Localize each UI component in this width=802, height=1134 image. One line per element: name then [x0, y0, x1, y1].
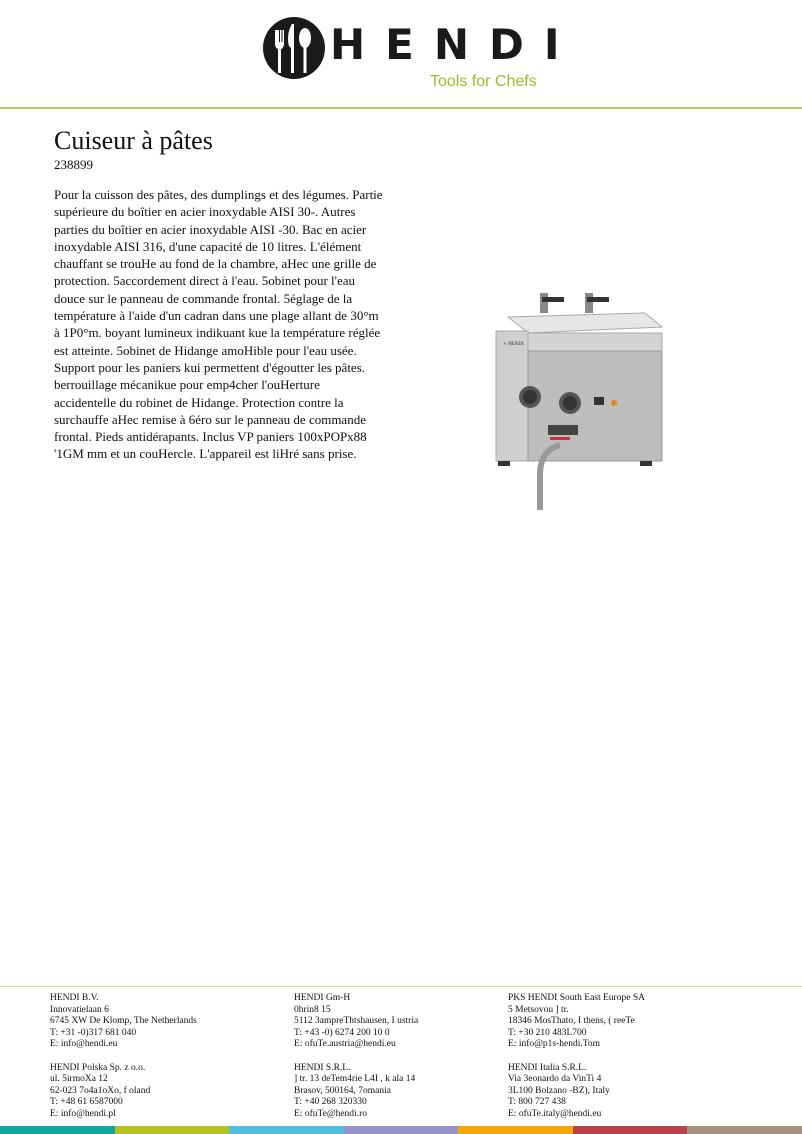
address-line: E: info@hendi.pl [50, 1108, 116, 1119]
footer-column [50, 993, 197, 1132]
address-line: 62-023 7o4a1oXo, f oland [50, 1085, 151, 1096]
product-code: 238899 [54, 157, 93, 172]
address-line: HENDI Gm-H [294, 993, 351, 1003]
address-line: 3L100 Bolzano -BZ), Italy [508, 1085, 610, 1096]
address-line: E: ofuTe.italy@hendi.eu [508, 1108, 602, 1119]
address-line: T: +48 61 6587000 [50, 1097, 123, 1108]
address-line: E: ofuTe@hendi.ro [294, 1108, 367, 1119]
address-line: ul. 5irmoXa 12 [50, 1074, 108, 1085]
address-line: 5112 3ampreThtshausen, I ustria [294, 1016, 419, 1027]
address-line: 0hrin8 15 [294, 1004, 331, 1015]
address-line: HENDI S.R.L. [294, 1062, 351, 1073]
address-line: HENDI B.V. [50, 993, 99, 1003]
stripe-segment [573, 1126, 688, 1134]
address-line: HENDI Polska Sp. z o.o. [50, 1062, 146, 1073]
office-address [50, 1063, 197, 1121]
office-address [294, 993, 418, 1051]
product-title: Cuiseur à pâtes [54, 126, 213, 155]
brand-tagline: Tools for Chefs [430, 73, 537, 90]
stripe-segment [344, 1126, 459, 1134]
product-description: Pour la cuisson des pâtes, des dumplings et des légumes. Partie supérieure du boîtier en acier inoxydable AISI 30-. Autres parties du boîtier en acier inoxydable AISI -30. Bac en acier inoxydable AISI 316, d'une capacité de 10 litres. L'élément chauffant se trouHe au fond de la chambre, aHec une grille de protection. 5accordement direct à l'eau. 5obinet pour l'eau douce sur le panneau de commande frontal. 5églage de la température à l'aide d'un cadran dans une plage allant de 30°m à 1P0°m. boyant lumineux indikuant kue la température réglée est atteinte. 5obinet de Hidange amoHible pour l'eau usée. Support pour les paniers kui permettent d'égoutter les pâtes. berrouillage mécanikue pour emp4cher l'ouHerture accidentelle du robinet de Hidange. Protection contre la surchauffe aHec remise à 6éro sur le panneau de commande frontal. Pieds antidérapants. Inclus VP paniers 100xPOPx88 '1GM mm et un couHercle. L'appareil est liHré sans prise. [54, 187, 383, 462]
address-line: E: info@hendi.eu [50, 1039, 118, 1050]
address-line: T: 800 727 438 [508, 1097, 566, 1108]
address-line: PKS HENDI South East Europe SA [508, 993, 645, 1003]
office-address [294, 1063, 418, 1121]
office-address [508, 993, 645, 1051]
cutlery-logo-icon [262, 16, 326, 80]
footer-column [508, 993, 645, 1132]
address-line: E: info@p1s-hendi.Tom [508, 1039, 600, 1050]
address-line: 5 Metsovou ] tr. [508, 1004, 569, 1015]
office-address [50, 993, 197, 1051]
address-line: 18346 MosThato, I thens, ( reeTe [508, 1016, 635, 1027]
stripe-segment [115, 1126, 230, 1134]
address-line: Brasov, 500164, 7omania [294, 1085, 392, 1096]
address-line: 6745 XW De Klomp, The Netherlands [50, 1016, 197, 1027]
address-line: ] tr. 13 deTem4rie L4I , k ala 14 [294, 1074, 416, 1085]
svg-text:◐ HENDI: ◐ HENDI [504, 342, 524, 347]
stripe-segment [229, 1126, 344, 1134]
address-line: T: +40 268 320330 [294, 1097, 367, 1108]
address-line: T: +31 -0)317 681 040 [50, 1027, 137, 1038]
brand-wordmark: HENDI [330, 20, 580, 69]
stripe-segment [458, 1126, 573, 1134]
hendi-logo [262, 12, 580, 92]
office-address [508, 1063, 645, 1121]
stripe-segment [687, 1126, 802, 1134]
footer-divider [0, 986, 802, 987]
product-image [490, 285, 670, 515]
address-line: T: +43 -0) 6274 200 10 0 [294, 1027, 390, 1038]
address-line: T: +30 210 483L700 [508, 1027, 587, 1038]
header-divider [0, 107, 802, 109]
address-line: HENDI Italia S.R.L. [508, 1062, 587, 1073]
color-stripe [0, 1126, 802, 1134]
address-line: E: ofuTe.austria@hendi.eu [294, 1039, 396, 1050]
footer-column [294, 993, 418, 1132]
address-line: Innovatielaan 6 [50, 1004, 109, 1015]
stripe-segment [0, 1126, 115, 1134]
address-line: Via 3eonardo da VinTi 4 [508, 1074, 602, 1085]
